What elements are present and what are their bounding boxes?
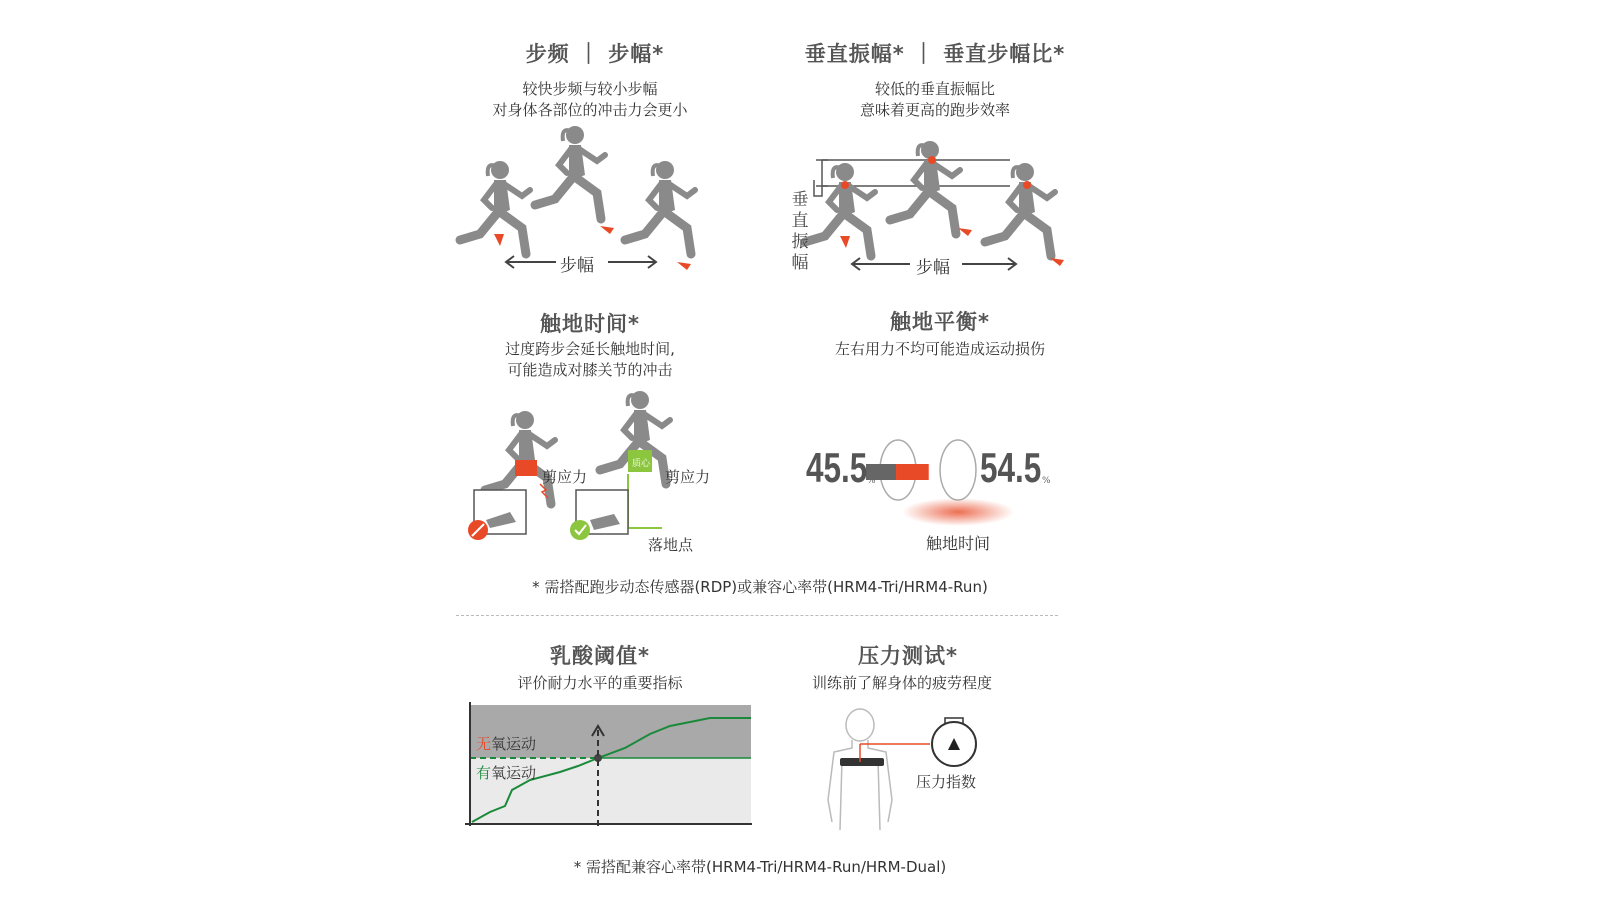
aerobic-rest: 氧运动 bbox=[491, 764, 537, 782]
lactate-desc: 评价耐力水平的重要指标 bbox=[517, 674, 683, 692]
aerobic-prefix: 有 bbox=[476, 764, 492, 782]
note-hrm: * 需搭配兼容心率带(HRM4-Tri/HRM4-Run/HRM-Dual) bbox=[573, 858, 947, 876]
balance-left-value: 45.5 bbox=[806, 444, 868, 491]
anaerobic-prefix: 无 bbox=[476, 735, 492, 753]
balance-left-pct: % bbox=[867, 476, 876, 486]
osc-char: 幅 bbox=[791, 253, 809, 273]
landing-point-label: 落地点 bbox=[648, 536, 694, 554]
vertical-desc-line1: 较低的垂直振幅比 bbox=[874, 80, 995, 98]
vertical-desc-line2: 意味着更高的跑步效率 bbox=[859, 101, 1010, 119]
cadence-stride-label: 步幅 bbox=[560, 256, 594, 276]
osc-char: 直 bbox=[791, 211, 809, 231]
shear-label-good: 剪应力 bbox=[665, 468, 711, 486]
cadence-desc-line1: 较快步频与较小步幅 bbox=[522, 80, 658, 98]
stress-index-label: 压力指数 bbox=[916, 773, 977, 791]
lactate-title: 乳酸阈值* bbox=[550, 644, 650, 668]
balance-right-value: 54.5 bbox=[980, 444, 1042, 491]
osc-char: 垂 bbox=[791, 190, 809, 210]
balance-caption: 触地时间 bbox=[926, 534, 991, 553]
watch-icon bbox=[932, 718, 976, 766]
note-rdp: * 需搭配跑步动态传感器(RDP)或兼容心率带(HRM4-Tri/HRM4-Run) bbox=[532, 578, 988, 596]
balance-title: 触地平衡* bbox=[890, 310, 990, 334]
balance-right-pct: % bbox=[1042, 476, 1051, 486]
hr-strap bbox=[840, 758, 884, 766]
stress-title: 压力测试* bbox=[858, 644, 958, 668]
osc-char: 振 bbox=[791, 232, 809, 252]
anaerobic-rest: 氧运动 bbox=[491, 735, 537, 753]
body-outline-icon bbox=[828, 709, 892, 830]
contact-desc-line1: 过度跨步会延长触地时间, bbox=[505, 340, 675, 358]
contact-desc-line2: 可能造成对膝关节的冲击 bbox=[507, 361, 673, 379]
center-of-mass-label: 质心 bbox=[632, 459, 651, 469]
contact-title: 触地时间* bbox=[540, 312, 640, 336]
shear-label-bad: 剪应力 bbox=[542, 468, 588, 486]
cadence-title: 步频 ｜ 步幅* bbox=[525, 42, 665, 66]
cadence-desc-line2: 对身体各部位的冲击力会更小 bbox=[492, 101, 688, 119]
vertical-title: 垂直振幅* ｜ 垂直步幅比* bbox=[804, 42, 1066, 66]
vertical-stride-label: 步幅 bbox=[916, 258, 950, 278]
stress-desc: 训练前了解身体的疲劳程度 bbox=[811, 674, 992, 692]
balance-desc: 左右用力不均可能造成运动损伤 bbox=[834, 340, 1045, 358]
